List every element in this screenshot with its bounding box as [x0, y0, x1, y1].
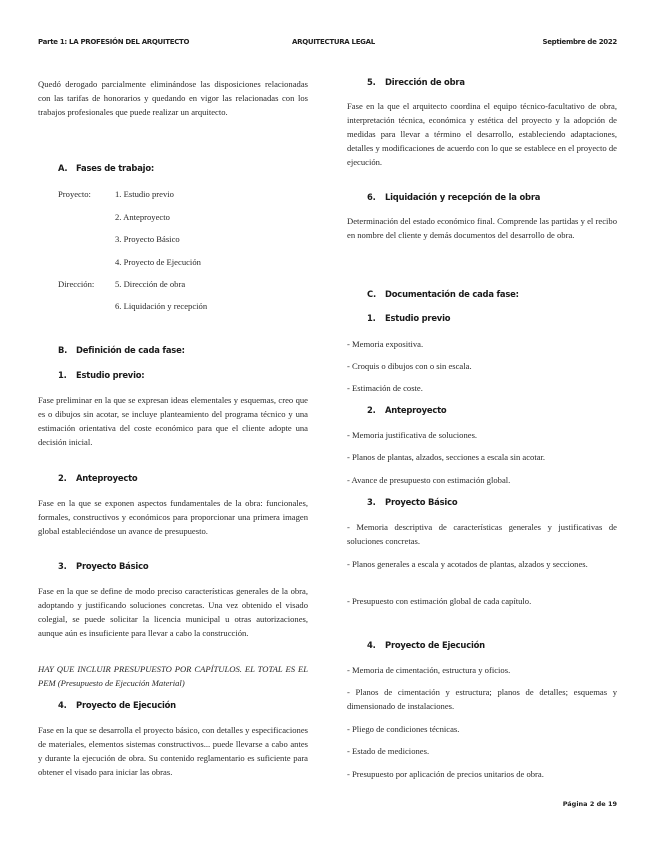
section-b-title: Definición de cada fase: [76, 345, 185, 355]
header-left: Parte 1: LA PROFESIÓN DEL ARQUITECTO [38, 38, 190, 46]
c1-number: 1. [367, 313, 376, 323]
pem-note: HAY QUE INCLUIR PRESUPUESTO POR CAPÍTULOS. EL TOTAL ES EL PEM (Presupuesto de Ejecución Material) [38, 664, 308, 688]
b4-heading [58, 700, 176, 710]
b5-number: 5. [367, 77, 376, 87]
section-c-letter: C. [367, 289, 376, 299]
b2-number: 2. [58, 473, 67, 483]
b3-title: Proyecto Básico [76, 561, 149, 571]
b4-title: Proyecto de Ejecución [76, 700, 176, 710]
section-b-letter: B. [58, 345, 68, 355]
section-a-letter: A. [58, 163, 68, 173]
phase-item: 2. Anteproyecto [115, 212, 170, 222]
section-b-heading [58, 345, 185, 355]
page-number: Página 2 de 19 [562, 800, 617, 808]
list-item: - Presupuesto por aplicación de precios unitarios de obra. [347, 769, 544, 779]
section-c-title: Documentación de cada fase: [385, 289, 519, 299]
list-item: - Presupuesto con estimación global de cada capítulo. [347, 596, 532, 606]
c3-number: 3. [367, 497, 376, 507]
list-item: - Croquis o dibujos con o sin escala. [347, 361, 472, 371]
b2-text: Fase en la que se exponen aspectos fundamentales de la obra: funcionales, formales, constructivos y económicos para proporcionar una primera imagen global estableciéndose un avance de presupuesto. [38, 498, 308, 536]
list-item: - Pliego de condiciones técnicas. [347, 724, 460, 734]
list-item: - Memoria de cimentación, estructura y oficios. [347, 665, 511, 675]
header-center: ARQUITECTURA LEGAL [292, 38, 375, 46]
direccion-label: Dirección: [58, 279, 95, 289]
c4-heading [367, 640, 485, 650]
b6-title: Liquidación y recepción de la obra [385, 192, 541, 202]
phase-item: 4. Proyecto de Ejecución [115, 257, 201, 267]
section-a-title: Fases de trabajo: [76, 163, 155, 173]
b4-number: 4. [58, 700, 67, 710]
b4-text: Fase en la que se desarrolla el proyecto básico, con detalles y especificaciones de materiales, elementos sistemas constructivos... puede llevarse a cabo antes y durante la ejecución de obra. Su contenido reglamentario es suficiente para obtener el visado para iniciar las obras. [38, 725, 308, 777]
section-c-heading [367, 289, 519, 299]
b2-heading [58, 473, 137, 483]
list-item: - Estado de mediciones. [347, 746, 430, 756]
b5-title: Dirección de obra [385, 77, 465, 87]
intro-paragraph: Quedó derogado parcialmente eliminándose las disposiciones relacionadas con las tarifas de honorarios y quedando en vigor las relacionadas con los trabajos profesionales que puede realizar un arquitecto. [38, 79, 308, 117]
b6-number: 6. [367, 192, 376, 202]
b6-text: Determinación del estado económico final. Comprende las partidas y el recibo en nombre del cliente y demás documentos del desarrollo de obra. [347, 216, 617, 240]
b1-number: 1. [58, 370, 67, 380]
list-item: - Memoria descriptiva de características generales y justificativas de soluciones concretas. [347, 522, 617, 546]
list-item: - Planos de cimentación y estructura; planos de detalles; esquemas y dimensionado de instalaciones. [347, 687, 617, 711]
list-item: - Estimación de coste. [347, 383, 423, 393]
c4-title: Proyecto de Ejecución [385, 640, 485, 650]
b1-heading [58, 370, 144, 380]
list-item: - Avance de presupuesto con estimación global. [347, 475, 511, 485]
header-right: Septiembre de 2022 [542, 38, 617, 46]
b1-title: Estudio previo: [76, 370, 145, 380]
b3-number: 3. [58, 561, 67, 571]
phase-item: 1. Estudio previo [115, 189, 174, 199]
b6-heading [367, 192, 540, 202]
list-item: - Planos de plantas, alzados, secciones a escala sin acotar. [347, 452, 546, 462]
proyecto-label: Proyecto: [58, 189, 91, 199]
b5-text: Fase en la que el arquitecto coordina el equipo técnico-facultativo de obra, interpretación técnica, económica y estética del proyecto y la adopción de medidas para llevar a término el desarrollo, estableciendo adaptaciones, detalles y modificaciones de acuerdo con lo que se establece en el proyecto de ejecución. [347, 101, 617, 167]
list-item: - Memoria expositiva. [347, 339, 424, 349]
c2-heading [367, 405, 446, 415]
b1-text: Fase preliminar en la que se expresan ideas elementales y esquemas, creo que es o dibujos sin acotar, se incluye planteamiento del programa técnico y una estimación orientativa del coste económico para que el cliente adopte una decisión inicial. [38, 395, 308, 447]
phase-item: 6. Liquidación y recepción [115, 301, 208, 311]
c2-title: Anteproyecto [385, 405, 447, 415]
c2-number: 2. [367, 405, 376, 415]
c3-heading [367, 497, 457, 507]
list-item: - Memoria justificativa de soluciones. [347, 430, 478, 440]
c4-number: 4. [367, 640, 376, 650]
b5-heading [367, 77, 465, 87]
b2-title: Anteproyecto [76, 473, 138, 483]
phase-item: 3. Proyecto Básico [115, 234, 180, 244]
b3-heading [58, 561, 148, 571]
phase-item: 5. Dirección de obra [115, 279, 186, 289]
c3-title: Proyecto Básico [385, 497, 458, 507]
section-a-heading [58, 163, 154, 173]
b3-text: Fase en la que se define de modo preciso características generales de la obra, adoptando y justificando soluciones concretas. Una vez obtenido el visado colegial, se puede solicitar la licencia municipal u otras autorizaciones, aunque aún es insuficiente para llevar a cabo la construcción. [38, 586, 308, 638]
c1-title: Estudio previo [385, 313, 451, 323]
list-item: - Planos generales a escala y acotados de plantas, alzados y secciones. [347, 559, 588, 569]
c1-heading [367, 313, 450, 323]
